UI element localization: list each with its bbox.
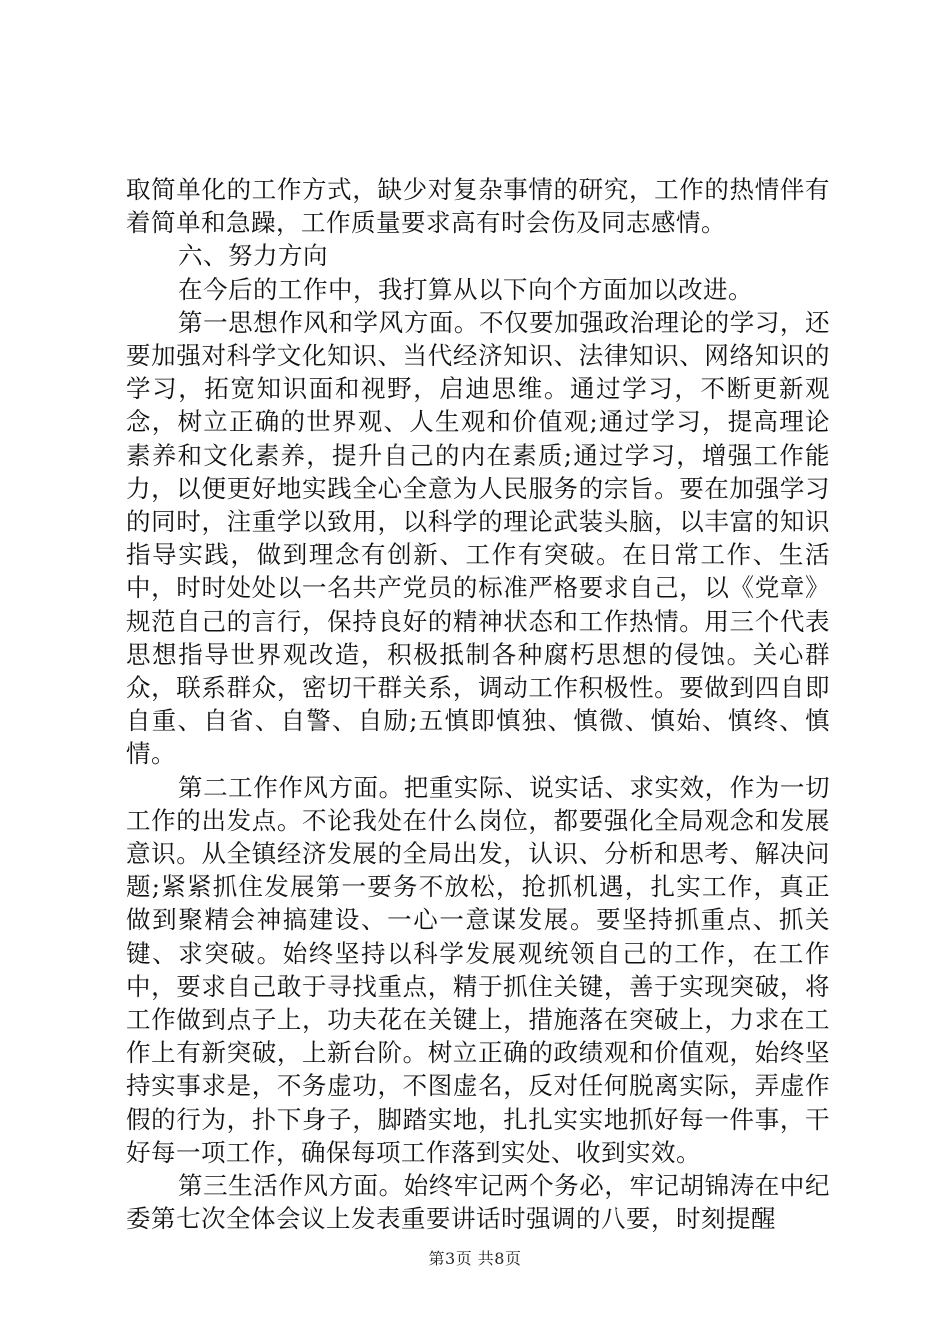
section-heading: 六、努力方向 [178, 241, 328, 271]
paragraph-continuation: 取简单化的工作方式，缺少对复杂事情的研究，工作的热情伴有着简单和急躁，工作质量要求高有时会伤及同志感情。 [126, 175, 830, 238]
paragraph-first: 第一思想作风和学风方面。不仅要加强政治理论的学习，还要加强对科学文化知识、当代经济知识、法律知识、网络知识的学习，拓宽知识面和视野，启迪思维。通过学习，不断更新观念，树立正确的世界观、人生观和价值观;通过学习，提高理论素养和文化素养，提升自己的内在素质;通过学习，增强工作能力，以便更好地实践全心全意为人民服务的宗旨。要在加强学习的同时，注重学以致用，以科学的理论武装头脑，以丰富的知识指导实践，做到理念有创新、工作有突破。在日常工作、生活中，时时处处以一名共产党员的标准严格要求自己，以《党章》规范自己的言行，保持良好的精神状态和工作热情。用三个代表思想指导世界观改造，积极抵制各种腐朽思想的侵蚀。关心群众，联系群众，密切干群关系，调动工作积极性。要做到四自即自重、自省、自警、自励;五慎即慎独、慎微、慎始、慎终、慎情。 [126, 307, 830, 769]
paragraph-second: 第二工作作风方面。把重实际、说实话、求实效，作为一切工作的出发点。不论我处在什么岗位，都要强化全局观念和发展意识。从全镇经济发展的全局出发，认识、分析和思考、解决问题;紧紧抓住发展第一要务不放松，抢抓机遇，扎实工作，真正做到聚精会神搞建设、一心一意谋发展。要坚持抓重点、抓关键、求突破。始终坚持以科学发展观统领自己的工作，在工作中，要求自己敢于寻找重点，精于抓住关键，善于实现突破，将工作做到点子上，功夫花在关键上，措施落在突破上，力求在工作上有新突破，上新台阶。树立正确的政绩观和价值观，始终坚持实事求是，不务虚功，不图虚名，反对任何脱离实际，弄虚作假的行为，扑下身子，脚踏实地，扎扎实实地抓好每一件事，干好每一项工作，确保每项工作落到实处、收到实效。 [126, 772, 830, 1167]
document-body [126, 173, 830, 1236]
paragraph-third: 第三生活作风方面。始终牢记两个务必，牢记胡锦涛在中纪委第七次全体会议上发表重要讲话时强调的八要，时刻提醒 [126, 1171, 830, 1234]
paragraph-intro: 在今后的工作中，我打算从以下向个方面加以改进。 [178, 274, 753, 304]
page-number-footer: 第3页 共8页 [428, 1249, 522, 1268]
